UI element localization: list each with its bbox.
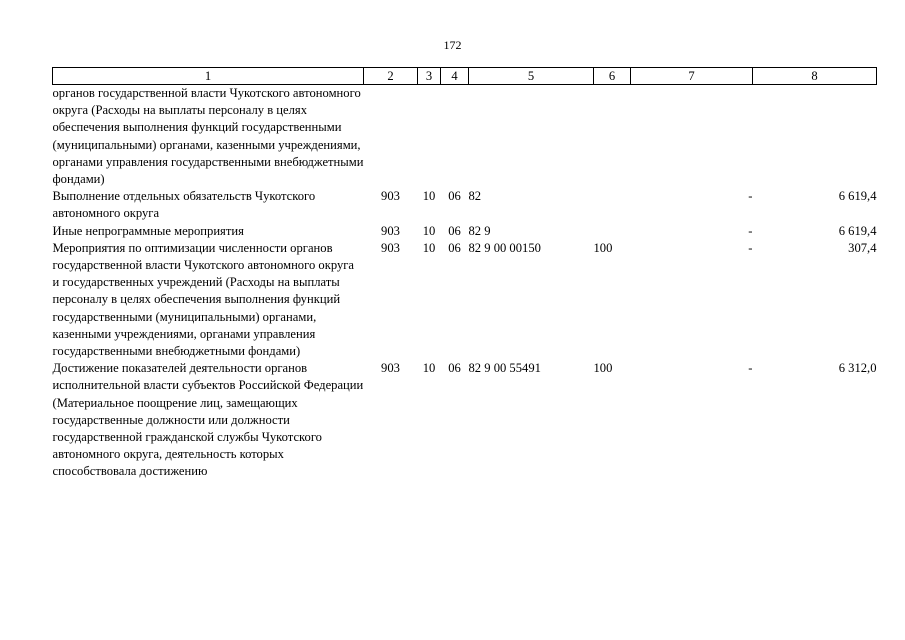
header-col-3: 3 [418, 68, 441, 85]
row-section [418, 85, 441, 189]
row-col-7: - [748, 240, 753, 255]
header-col-4: 4 [441, 68, 469, 85]
table-header [53, 68, 877, 85]
header-col-5: 5 [469, 68, 594, 85]
row-subsection: 06 [448, 223, 461, 238]
row-target-article: 82 9 00 00150 [468, 240, 541, 255]
table-body [53, 85, 877, 481]
table-row [53, 240, 877, 360]
row-expense-type [594, 223, 631, 240]
table-row [53, 360, 877, 480]
row-target-article: 82 9 [468, 223, 491, 238]
row-ministry-code: 903 [381, 223, 400, 238]
header-col-6: 6 [594, 68, 631, 85]
header-col-8: 8 [753, 68, 877, 85]
header-col-2: 2 [364, 68, 418, 85]
row-ministry-code [364, 85, 418, 189]
row-name: органов государственной власти Чукотского автономного округа (Расходы на выплаты персоналу в целях обеспечения выполнения функций государственными (муниципальными) органами, казенными учреждениями, органами управления государственными внебюджетными фондами) [52, 86, 364, 187]
row-expense-type: 100 [593, 240, 613, 255]
row-name: Мероприятия по оптимизации численности органов государственной власти Чукотского автономного округа и государственных учреждений (Расходы на выплаты персоналу в целях обеспечения выполнения функций государственными (муниципальными) органами, казенными учреждениями, органами управления государственными внебюджетными фондами) [52, 240, 355, 359]
page-number: 172 [443, 38, 462, 52]
row-target-article: 82 9 00 55491 [468, 361, 541, 376]
header-col-7: 7 [631, 68, 753, 85]
row-subsection: 06 [448, 240, 461, 255]
row-col-7: - [748, 189, 753, 204]
budget-table [52, 67, 877, 481]
row-ministry-code: 903 [381, 189, 400, 204]
row-col-7 [631, 85, 753, 189]
row-name: Достижение показателей деятельности органов исполнительной власти субъектов Российской Федерации (Материальное поощрение лиц, замещающих государственные должности или должности государственной гражданской службы Чукотского автономного округа, деятельность которых способствовала достижению [52, 361, 364, 479]
header-col-1: 1 [53, 68, 364, 85]
row-expense-type [594, 85, 631, 189]
row-section: 10 [422, 361, 436, 376]
row-amount: 6 619,4 [838, 189, 877, 204]
row-ministry-code: 903 [381, 240, 400, 255]
row-section: 10 [422, 240, 436, 255]
row-amount [753, 85, 877, 189]
row-section: 10 [422, 189, 436, 204]
row-subsection: 06 [448, 189, 461, 204]
row-amount: 6 619,4 [838, 223, 877, 238]
row-ministry-code: 903 [381, 361, 400, 376]
row-expense-type: 100 [593, 361, 613, 376]
header-row [53, 68, 877, 85]
row-target-article: 82 [468, 189, 482, 204]
row-target-article [469, 85, 594, 189]
row-section: 10 [422, 223, 436, 238]
table-row [53, 188, 877, 222]
row-amount: 307,4 [848, 240, 877, 255]
row-name: Выполнение отдельных обязательств Чукотского автономного округа [52, 189, 316, 221]
table-row [53, 223, 877, 240]
row-subsection: 06 [448, 361, 461, 376]
row-expense-type [594, 188, 631, 222]
row-col-7: - [748, 223, 753, 238]
row-col-7: - [748, 361, 753, 376]
table-row [53, 85, 877, 189]
row-amount: 6 312,0 [838, 361, 877, 376]
row-subsection [441, 85, 469, 189]
row-name: Иные непрограммные мероприятия [52, 223, 244, 238]
